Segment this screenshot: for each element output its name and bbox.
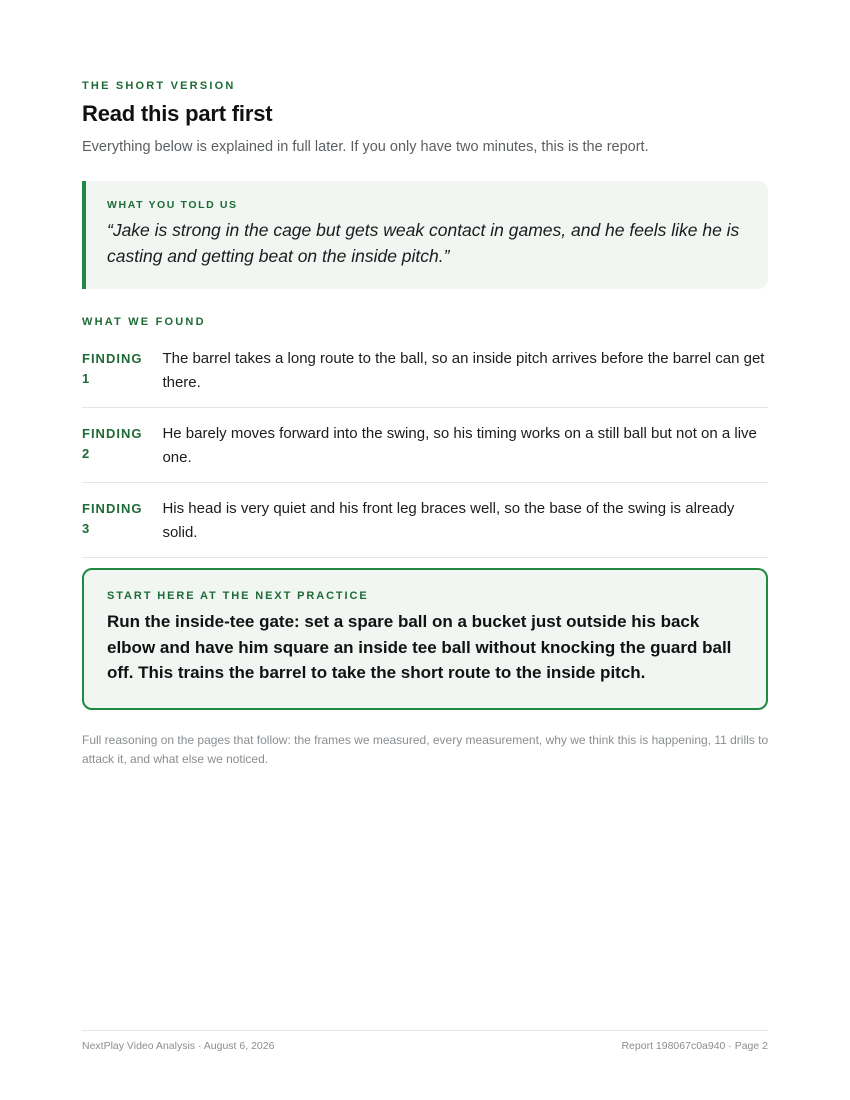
start-here-box — [82, 568, 768, 710]
finding-number: 3 — [82, 521, 91, 536]
finding-number: 1 — [82, 371, 91, 386]
quote-label: WHAT YOU TOLD US — [107, 199, 238, 211]
findings-list — [82, 340, 768, 558]
page-footer — [82, 1030, 768, 1052]
finding-text: He barely moves forward into the swing, so his timing works on a still ball but not on a live one. — [162, 425, 757, 466]
start-here-text: Run the inside-tee gate: set a spare ball on a bucket just outside his back elbow and have him square an inside tee ball without knocking the guard ball off. This trains the barrel to take the short route to the inside pitch. — [107, 612, 732, 682]
finding-tag — [82, 422, 142, 470]
finding-tag-word: FINDING — [82, 351, 143, 366]
finding-row — [82, 340, 768, 408]
findings-label: WHAT WE FOUND — [82, 316, 206, 328]
quote-text: “Jake is strong in the cage but gets weak contact in games, and he feels like he is casting and getting beat on the inside pitch.” — [107, 220, 740, 266]
finding-row — [82, 408, 768, 483]
finding-text: The barrel takes a long route to the ball, so an inside pitch arrives before the barrel can get there. — [162, 350, 765, 391]
reasoning-note: Full reasoning on the pages that follow: the frames we measured, every measurement, why we think this is happening, 11 drills to attack it, and what else we noticed. — [82, 733, 769, 766]
footer-right: Report 198067c0a940 · Page 2 — [621, 1040, 768, 1052]
finding-text: His head is very quiet and his front leg braces well, so the base of the swing is already solid. — [162, 500, 735, 541]
footer-left: NextPlay Video Analysis · August 6, 2026 — [82, 1040, 275, 1052]
finding-tag-word: FINDING — [82, 426, 143, 441]
finding-row — [82, 483, 768, 558]
start-here-label: START HERE AT THE NEXT PRACTICE — [107, 590, 369, 602]
page-title: Read this part first — [82, 101, 273, 126]
customer-quote-box — [82, 181, 768, 289]
page-subtitle: Everything below is explained in full later. If you only have two minutes, this is the report. — [82, 139, 649, 155]
finding-number: 2 — [82, 446, 91, 461]
finding-tag — [82, 497, 142, 545]
finding-tag — [82, 347, 142, 395]
finding-tag-word: FINDING — [82, 501, 143, 516]
section-eyebrow: THE SHORT VERSION — [82, 80, 236, 92]
